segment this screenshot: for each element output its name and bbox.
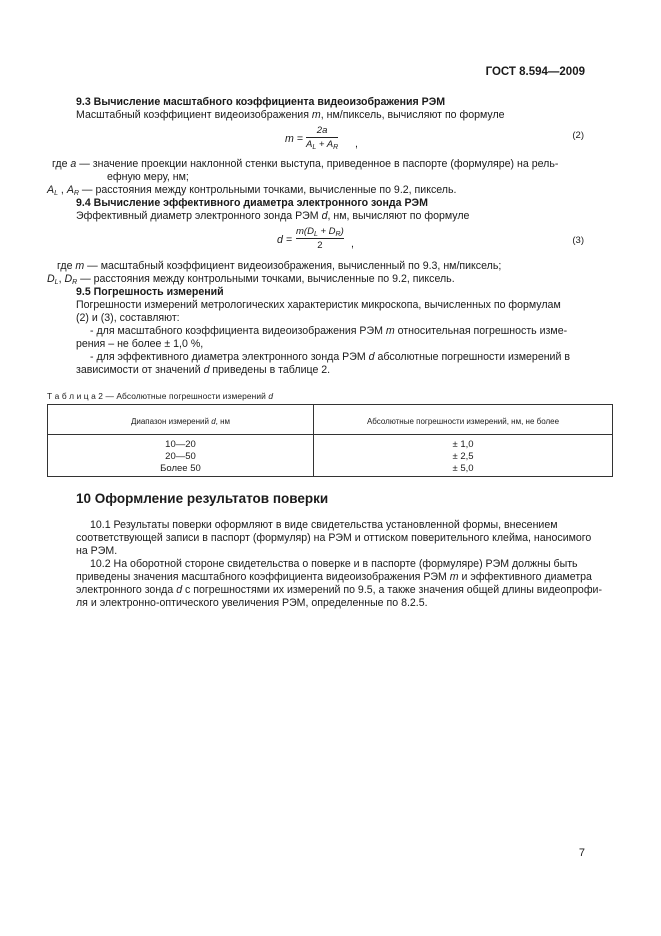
- formula-3-numerator: [296, 226, 344, 237]
- var-d: d: [321, 210, 328, 222]
- intro-text-end: , нм, вычисляют по формуле: [327, 210, 470, 222]
- var-d: d: [203, 364, 210, 376]
- num-sub: R: [335, 231, 341, 238]
- table-header-divider: [48, 434, 612, 435]
- sub-R: R: [72, 279, 78, 286]
- den-plus: +: [316, 139, 327, 150]
- sub-L: L: [54, 190, 58, 197]
- where-dl-dr-line: [47, 273, 455, 286]
- para-10-1-line-3: на РЭМ.: [76, 545, 118, 557]
- where-text: — расстояния между контрольными точками, вычисленные по 9.2, пиксель.: [78, 184, 457, 196]
- formula-2-lhs: m =: [285, 133, 303, 145]
- section-9-5-heading: 9.5 Погрешность измерений: [76, 286, 224, 298]
- where-text: — значение проекции наклонной стенки выступа, приведенное в паспорте (формуляре) на рель-: [76, 158, 559, 170]
- table-header-error: Абсолютные погрешности измерений, нм, не более: [366, 417, 560, 426]
- section-9-3-heading: 9.3 Вычисление масштабного коэффициента видеоизображения РЭМ: [76, 96, 446, 108]
- table-cell-error: ± 2,5: [452, 451, 474, 462]
- bullet-m: [90, 325, 567, 338]
- table-cell-error: ± 5,0: [452, 463, 474, 474]
- sep: ,: [57, 184, 67, 196]
- para-text: электронного зонда: [76, 584, 177, 596]
- para-10-2-line-3: [76, 584, 602, 597]
- intro-text: Масштабный коэффициент видеоизображения: [76, 109, 312, 121]
- where-text: — масштабный коэффициент видеоизображения, вычисленный по 9.3, нм/пиксель;: [84, 260, 502, 272]
- num-sub: L: [313, 231, 318, 238]
- sub-R: R: [73, 190, 79, 197]
- para-10-1-line-1: 10.1 Результаты поверки оформляют в виде свидетельства установленной формы, внесением: [90, 519, 558, 531]
- para-text: и эффективного диаметра: [458, 571, 592, 583]
- section-9-5-p1: Погрешности измерений метрологических характеристик микроскопа, вычисленных по формулам: [76, 299, 561, 311]
- bullet-text: относительная погрешность изме-: [394, 325, 568, 337]
- section-9-5-p2: (2) и (3), составляют:: [76, 312, 180, 324]
- var-m: m: [311, 109, 321, 121]
- bullet-text: - для эффективного диаметра электронного зонда РЭМ: [90, 351, 369, 363]
- num-part: (D: [303, 226, 314, 237]
- bullet-text: - для масштабного коэффициента видеоизображения РЭМ: [90, 325, 386, 337]
- table-2: [47, 404, 613, 477]
- table-cell-range: Более 50: [160, 463, 201, 474]
- formula-3-comma: ,: [351, 238, 354, 250]
- where-a-line: [52, 158, 558, 171]
- num-part: ): [340, 226, 344, 237]
- num-part: + D: [317, 226, 336, 237]
- var-A: A: [66, 184, 74, 196]
- formula-3: [0, 225, 661, 261]
- var-d: d: [268, 391, 274, 401]
- para-10-1-line-2: соответствующей записи в паспорт (формуляр) на РЭМ и оттиском поверительного клейма, наносимого: [76, 532, 592, 544]
- para-10-2-line-1: 10.2 На оборотной стороне свидетельства о поверке и в паспорте (формуляре) РЭМ должны быть: [90, 558, 578, 570]
- var-m: m: [449, 571, 459, 583]
- formula-2-numerator: 2a: [316, 125, 328, 136]
- where-a-line-cont: ефную меру, нм;: [107, 171, 189, 183]
- para-text: с погрешностями их измерений по 9.5, а также значения общей длины видеопрофи-: [182, 584, 602, 596]
- header-text: Диапазон измерений: [130, 417, 212, 426]
- formula-2: [0, 124, 661, 160]
- table-cell-range: 10—20: [165, 439, 196, 450]
- bullet-d: [90, 351, 570, 364]
- formula-3-fraction: [296, 226, 344, 251]
- section-9-4-heading: 9.4 Вычисление эффективного диаметра электронного зонда РЭМ: [76, 197, 428, 209]
- where-al-ar-line: [47, 184, 456, 197]
- header-text: , нм: [215, 417, 231, 426]
- var-d: d: [368, 351, 375, 363]
- where-text: — расстояния между контрольными точками, вычисленные по 9.2, пиксель.: [77, 273, 455, 285]
- table-2-caption: [47, 390, 273, 403]
- sep: ,: [58, 273, 65, 285]
- var-a: a: [70, 158, 77, 170]
- den-sub: R: [333, 144, 339, 151]
- where-text: где: [52, 158, 71, 170]
- den-var: A: [326, 139, 334, 150]
- formula-2-denominator: [306, 139, 338, 150]
- caption-text: Т а б л и ц а 2 — Абсолютные погрешности измерений: [47, 391, 269, 401]
- bullet-d-cont: [76, 364, 330, 377]
- formula-3-lhs: d =: [277, 234, 293, 246]
- where-m-line: [57, 260, 501, 273]
- where-text: где: [57, 260, 76, 272]
- formula-2-comma: ,: [355, 138, 358, 150]
- fraction-bar: [306, 137, 338, 138]
- para-10-2-line-4: ля и электронно-оптического увеличения РЭМ, определенные по 8.2.5.: [76, 597, 428, 609]
- para-text: приведены значения масштабного коэффициента видеоизображения РЭМ: [76, 571, 450, 583]
- var-d: d: [176, 584, 183, 596]
- formula-3-number: (3): [572, 235, 584, 246]
- num-m: m: [296, 226, 304, 237]
- table-cell-error: ± 1,0: [452, 439, 474, 450]
- formula-2-number: (2): [572, 130, 584, 141]
- sub-L: L: [54, 279, 59, 286]
- section-9-3-intro: [76, 109, 505, 122]
- section-9-4-intro: [76, 210, 469, 223]
- intro-text-end: , нм/пиксель, вычисляют по формуле: [320, 109, 505, 121]
- var-A: A: [47, 184, 55, 196]
- page-number: 7: [578, 847, 585, 859]
- section-10-heading: 10 Оформление результатов поверки: [76, 491, 329, 506]
- var-D: D: [47, 273, 55, 285]
- bullet-text: абсолютные погрешности измерений в: [374, 351, 570, 363]
- table-header-range: [48, 415, 313, 428]
- var-m: m: [385, 325, 395, 337]
- bullet-text: зависимости от значений: [76, 364, 204, 376]
- document-code: ГОСТ 8.594—2009: [485, 66, 585, 78]
- den-sub: L: [312, 144, 317, 151]
- fraction-bar: [296, 238, 344, 239]
- var-m: m: [75, 260, 85, 272]
- intro-text: Эффективный диаметр электронного зонда РЭМ: [76, 210, 322, 222]
- formula-3-denominator: 2: [317, 240, 323, 251]
- var-d: d: [211, 417, 216, 426]
- para-10-2-line-2: [76, 571, 592, 584]
- formula-2-fraction: [306, 125, 338, 150]
- den-var: A: [306, 139, 313, 150]
- bullet-m-cont: рения – не более ± 1,0 %,: [76, 338, 204, 350]
- var-D: D: [64, 273, 73, 285]
- table-cell-range: 20—50: [165, 451, 196, 462]
- bullet-text: приведены в таблице 2.: [209, 364, 331, 376]
